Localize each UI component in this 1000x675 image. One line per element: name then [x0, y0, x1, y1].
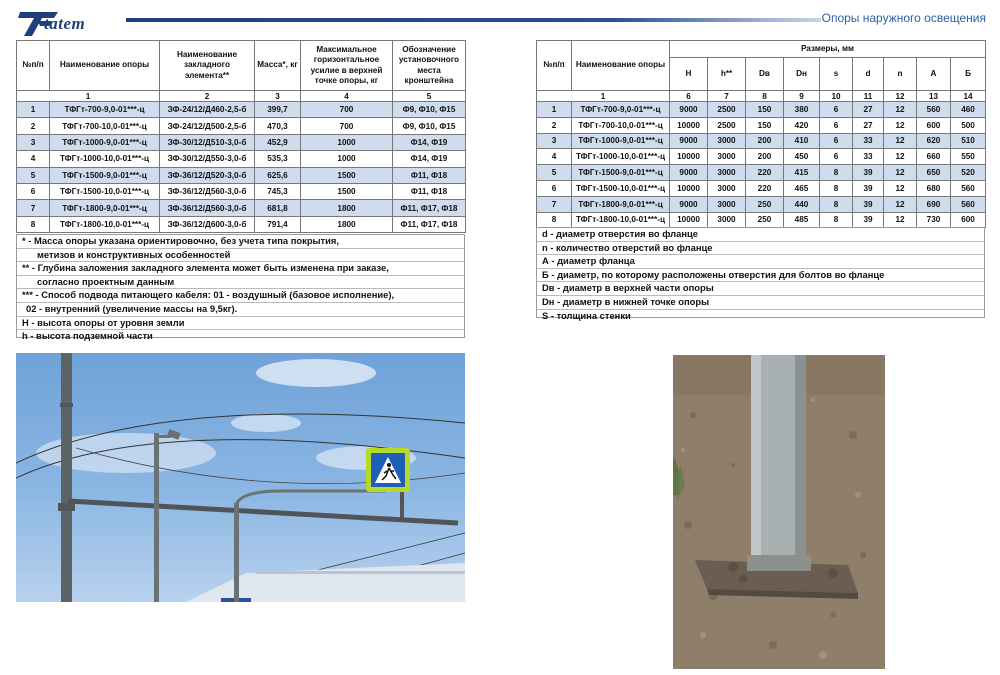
table-cell: ЗФ-24/12/Д460-2,5-б [160, 102, 255, 118]
table-cell: 2500 [708, 117, 746, 133]
table-cell: 399,7 [255, 102, 301, 118]
table-cell: 3 [17, 134, 50, 150]
table-cell: ТФГт-1800-10,0-01***-ц [572, 212, 670, 228]
street-scene-illustration [16, 353, 465, 602]
table-cell: 1 [537, 102, 572, 118]
table-cell: 410 [784, 133, 820, 149]
col-number: 5 [393, 91, 466, 102]
table-cell: Ф11, Ф18 [393, 183, 466, 199]
table-cell: 6 [537, 180, 572, 196]
table-cell: 220 [746, 180, 784, 196]
col-number: 1 [537, 91, 670, 102]
table-cell: 3000 [708, 180, 746, 196]
table-cell: 6 [820, 102, 853, 118]
header-pole-name: Наименование опоры [572, 41, 670, 91]
header-number: №п/п [17, 41, 50, 91]
table-cell: ТФГт-1000-10,0-01***-ц [50, 151, 160, 167]
table-cell: 520 [951, 165, 986, 181]
table-cell: 690 [917, 196, 951, 212]
table-cell: 1800 [301, 216, 393, 232]
col-number: 13 [917, 91, 951, 102]
note-line: h - высота подземной части [22, 330, 153, 342]
table-cell: ЗФ-36/12/Д560-3,0-б [160, 200, 255, 216]
table-cell: 535,3 [255, 151, 301, 167]
table-cell: 3000 [708, 212, 746, 228]
table-cell: 5 [537, 165, 572, 181]
table-cell: 9000 [670, 102, 708, 118]
table-cell: 250 [746, 212, 784, 228]
header-max-force: Максимальное горизонтальное усилие в верхней точке опоры, кг [301, 41, 393, 91]
right-table-notes [536, 227, 985, 321]
header-pole-name: Наименование опоры [50, 41, 160, 91]
table-cell: ЗФ-30/12/Д550-3,0-б [160, 151, 255, 167]
header-bracket-designation: Обозначение установочного места кронштейна [393, 41, 466, 91]
table-cell: 1500 [301, 167, 393, 183]
table-cell: ЗФ-24/12/Д500-2,5-б [160, 118, 255, 134]
table-cell: 12 [884, 149, 917, 165]
table-cell: 485 [784, 212, 820, 228]
col-number: 10 [820, 91, 853, 102]
table-cell: 510 [951, 133, 986, 149]
table-cell: 3000 [708, 149, 746, 165]
pole-flange-base-photo [673, 355, 885, 669]
table-cell: 200 [746, 149, 784, 165]
col-number: 12 [884, 91, 917, 102]
street-lighting-pole-photo [16, 353, 465, 602]
table-cell: 600 [917, 117, 951, 133]
table-cell: 4 [537, 149, 572, 165]
col-number: 11 [853, 91, 884, 102]
header-embedded-element: Наименование закладного элемента** [160, 41, 255, 91]
note-line: *** - Способ подвода питающего кабеля: 01 - воздушный (базовое исполнение), [17, 289, 464, 303]
table-cell: Ф14, Ф19 [393, 134, 466, 150]
table-cell: 9000 [670, 196, 708, 212]
table-cell: ТФГт-700-9,0-01***-ц [572, 102, 670, 118]
table-cell: 6 [17, 183, 50, 199]
table-cell: 10000 [670, 212, 708, 228]
table-cell: 7 [17, 200, 50, 216]
table-cell: 2 [537, 117, 572, 133]
col-number: 9 [784, 91, 820, 102]
table-cell: 39 [853, 180, 884, 196]
table-cell: 700 [301, 102, 393, 118]
note-line: Dв - диаметр в верхней части опоры [537, 282, 984, 296]
table-cell: ТФГт-700-10,0-01***-ц [50, 118, 160, 134]
table-cell: 12 [884, 212, 917, 228]
pole-mass-table [16, 40, 466, 233]
table-row [17, 200, 466, 216]
table-cell: 500 [951, 117, 986, 133]
table-cell: 27 [853, 117, 884, 133]
table-cell: 220 [746, 165, 784, 181]
table-row [17, 183, 466, 199]
note-line: * - Масса опоры указана ориентировочно, без учета типа покрытия, [17, 235, 464, 249]
col-number: 1 [17, 91, 160, 102]
table-cell: 420 [784, 117, 820, 133]
table-cell: 660 [917, 149, 951, 165]
table-cell: 10000 [670, 117, 708, 133]
table-cell: 681,8 [255, 200, 301, 216]
table-cell: 27 [853, 102, 884, 118]
table-cell: 8 [820, 196, 853, 212]
table-cell: 3000 [708, 165, 746, 181]
table-cell: 620 [917, 133, 951, 149]
table-cell: Ф9, Ф10, Ф15 [393, 102, 466, 118]
note-line: Б - диаметр, по которому расположены отверстия для болтов во фланце [537, 269, 984, 283]
table-cell: ТФГт-700-10,0-01***-ц [572, 117, 670, 133]
page-title: Опоры наружного освещения [821, 11, 986, 25]
table-cell: 680 [917, 180, 951, 196]
table-cell: 465 [784, 180, 820, 196]
note-line: d - диаметр отверстия во фланце [537, 228, 984, 242]
table-cell: Ф11, Ф17, Ф18 [393, 216, 466, 232]
table-cell: 550 [951, 149, 986, 165]
dimension-header: Б [951, 58, 986, 91]
table-cell: 39 [853, 196, 884, 212]
pole-base-illustration [673, 355, 885, 669]
note-line: Н - высота опоры от уровня земли [17, 317, 464, 331]
left-table-notes [16, 234, 465, 342]
table-cell: 2 [17, 118, 50, 134]
dimension-header: s [820, 58, 853, 91]
table-cell: 5 [17, 167, 50, 183]
dimension-header: d [853, 58, 884, 91]
table-row [17, 118, 466, 134]
table-row [17, 167, 466, 183]
table-cell: 12 [884, 102, 917, 118]
table-cell: 150 [746, 117, 784, 133]
note-line: метизов и конструктивных особенностей [17, 249, 464, 263]
table-cell: 3 [537, 133, 572, 149]
table-cell: ТФГт-1800-10,0-01***-ц [50, 216, 160, 232]
table-cell: 1000 [301, 134, 393, 150]
table-row [17, 134, 466, 150]
table-row [537, 149, 986, 165]
dimension-header: h** [708, 58, 746, 91]
table-row [17, 102, 466, 118]
table-cell: 10000 [670, 149, 708, 165]
table-cell: ТФГт-1500-9,0-01***-ц [50, 167, 160, 183]
table-cell: 9000 [670, 165, 708, 181]
table-cell: 200 [746, 133, 784, 149]
header-mass: Масса*, кг [255, 41, 301, 91]
table-cell: 10000 [670, 180, 708, 196]
table-cell: ЗФ-36/12/Д520-3,0-б [160, 167, 255, 183]
col-number: 8 [746, 91, 784, 102]
note-line: n - количество отверстий во фланце [537, 242, 984, 256]
table-cell: 8 [537, 212, 572, 228]
table-cell: 1000 [301, 151, 393, 167]
table-cell: 380 [784, 102, 820, 118]
table-cell: 8 [820, 212, 853, 228]
table-row [537, 196, 986, 212]
pole-dimensions-table [536, 40, 986, 228]
table-cell: 3000 [708, 196, 746, 212]
header-number: №п/п [537, 41, 572, 91]
table-cell: 470,3 [255, 118, 301, 134]
table-cell: 33 [853, 149, 884, 165]
table-cell: ТФГт-1000-9,0-01***-ц [50, 134, 160, 150]
table-cell: 12 [884, 133, 917, 149]
table-cell: 791,4 [255, 216, 301, 232]
table-cell: 4 [17, 151, 50, 167]
table-cell: 730 [917, 212, 951, 228]
table-cell: ТФГт-1500-9,0-01***-ц [572, 165, 670, 181]
table-cell: Ф9, Ф10, Ф15 [393, 118, 466, 134]
dimension-header: n [884, 58, 917, 91]
table-cell: 6 [820, 133, 853, 149]
dimension-header: Dн [784, 58, 820, 91]
table-cell: 9000 [670, 133, 708, 149]
table-cell: 7 [537, 196, 572, 212]
dimension-header: H [670, 58, 708, 91]
table-cell: 12 [884, 117, 917, 133]
note-line: А - диаметр фланца [537, 255, 984, 269]
dimension-header: A [917, 58, 951, 91]
table-row [537, 133, 986, 149]
table-cell: 8 [820, 165, 853, 181]
table-cell: 600 [951, 212, 986, 228]
table-cell: 745,3 [255, 183, 301, 199]
table-cell: ТФГт-1800-9,0-01***-ц [50, 200, 160, 216]
table-cell: 3000 [708, 133, 746, 149]
table-cell: ЗФ-36/12/Д600-3,0-б [160, 216, 255, 232]
table-cell: 150 [746, 102, 784, 118]
table-row [537, 117, 986, 133]
table-cell: 1500 [301, 183, 393, 199]
table-cell: Ф11, Ф17, Ф18 [393, 200, 466, 216]
col-number: 6 [670, 91, 708, 102]
table-cell: 560 [917, 102, 951, 118]
table-cell: Ф14, Ф19 [393, 151, 466, 167]
brand-name: tatem [44, 14, 86, 33]
table-cell: 12 [884, 196, 917, 212]
table-cell: 8 [17, 216, 50, 232]
col-number: 3 [255, 91, 301, 102]
table-cell: 560 [951, 196, 986, 212]
col-number: 14 [951, 91, 986, 102]
table-cell: 12 [884, 165, 917, 181]
table-row [17, 216, 466, 232]
table-cell: 6 [820, 149, 853, 165]
table-cell: 2500 [708, 102, 746, 118]
table-cell: 440 [784, 196, 820, 212]
col-number: 7 [708, 91, 746, 102]
table-cell: 450 [784, 149, 820, 165]
note-line: ** - Глубина заложения закладного элемента может быть изменена при заказе, [17, 262, 464, 276]
table-row [17, 151, 466, 167]
table-cell: ЗФ-36/12/Д560-3,0-б [160, 183, 255, 199]
table-cell: 1800 [301, 200, 393, 216]
table-cell: 12 [884, 180, 917, 196]
col-number: 2 [160, 91, 255, 102]
table-cell: ТФГт-1800-9,0-01***-ц [572, 196, 670, 212]
table-cell: ТФГт-1000-10,0-01***-ц [572, 149, 670, 165]
table-cell: 39 [853, 165, 884, 181]
table-cell: Ф11, Ф18 [393, 167, 466, 183]
table-cell: 452,9 [255, 134, 301, 150]
header-divider [126, 18, 821, 22]
note-line: S - толщина стенки [542, 309, 631, 321]
note-line: 02 - внутренний (увеличение массы на 9,5кг). [17, 303, 464, 317]
table-row [537, 102, 986, 118]
table-cell: 1 [17, 102, 50, 118]
note-line: Dн - диаметр в нижней точке опоры [537, 296, 984, 310]
table-cell: 39 [853, 212, 884, 228]
table-row [537, 180, 986, 196]
table-cell: 250 [746, 196, 784, 212]
table-cell: ТФГт-700-9,0-01***-ц [50, 102, 160, 118]
col-number: 4 [301, 91, 393, 102]
table-cell: 650 [917, 165, 951, 181]
table-cell: 560 [951, 180, 986, 196]
table-cell: 460 [951, 102, 986, 118]
table-row [537, 212, 986, 228]
table-cell: 415 [784, 165, 820, 181]
table-cell: ЗФ-30/12/Д510-3,0-б [160, 134, 255, 150]
table-cell: 700 [301, 118, 393, 134]
dimension-header: Dв [746, 58, 784, 91]
table-cell: 625,6 [255, 167, 301, 183]
header-dimensions: Размеры, мм [670, 41, 986, 58]
note-line: согласно проектным данным [17, 276, 464, 290]
table-cell: ТФГт-1500-10,0-01***-ц [572, 180, 670, 196]
table-cell: ТФГт-1000-9,0-01***-ц [572, 133, 670, 149]
table-cell: 8 [820, 180, 853, 196]
table-row [537, 165, 986, 181]
table-cell: 33 [853, 133, 884, 149]
table-cell: ТФГт-1500-10,0-01***-ц [50, 183, 160, 199]
table-cell: 6 [820, 117, 853, 133]
